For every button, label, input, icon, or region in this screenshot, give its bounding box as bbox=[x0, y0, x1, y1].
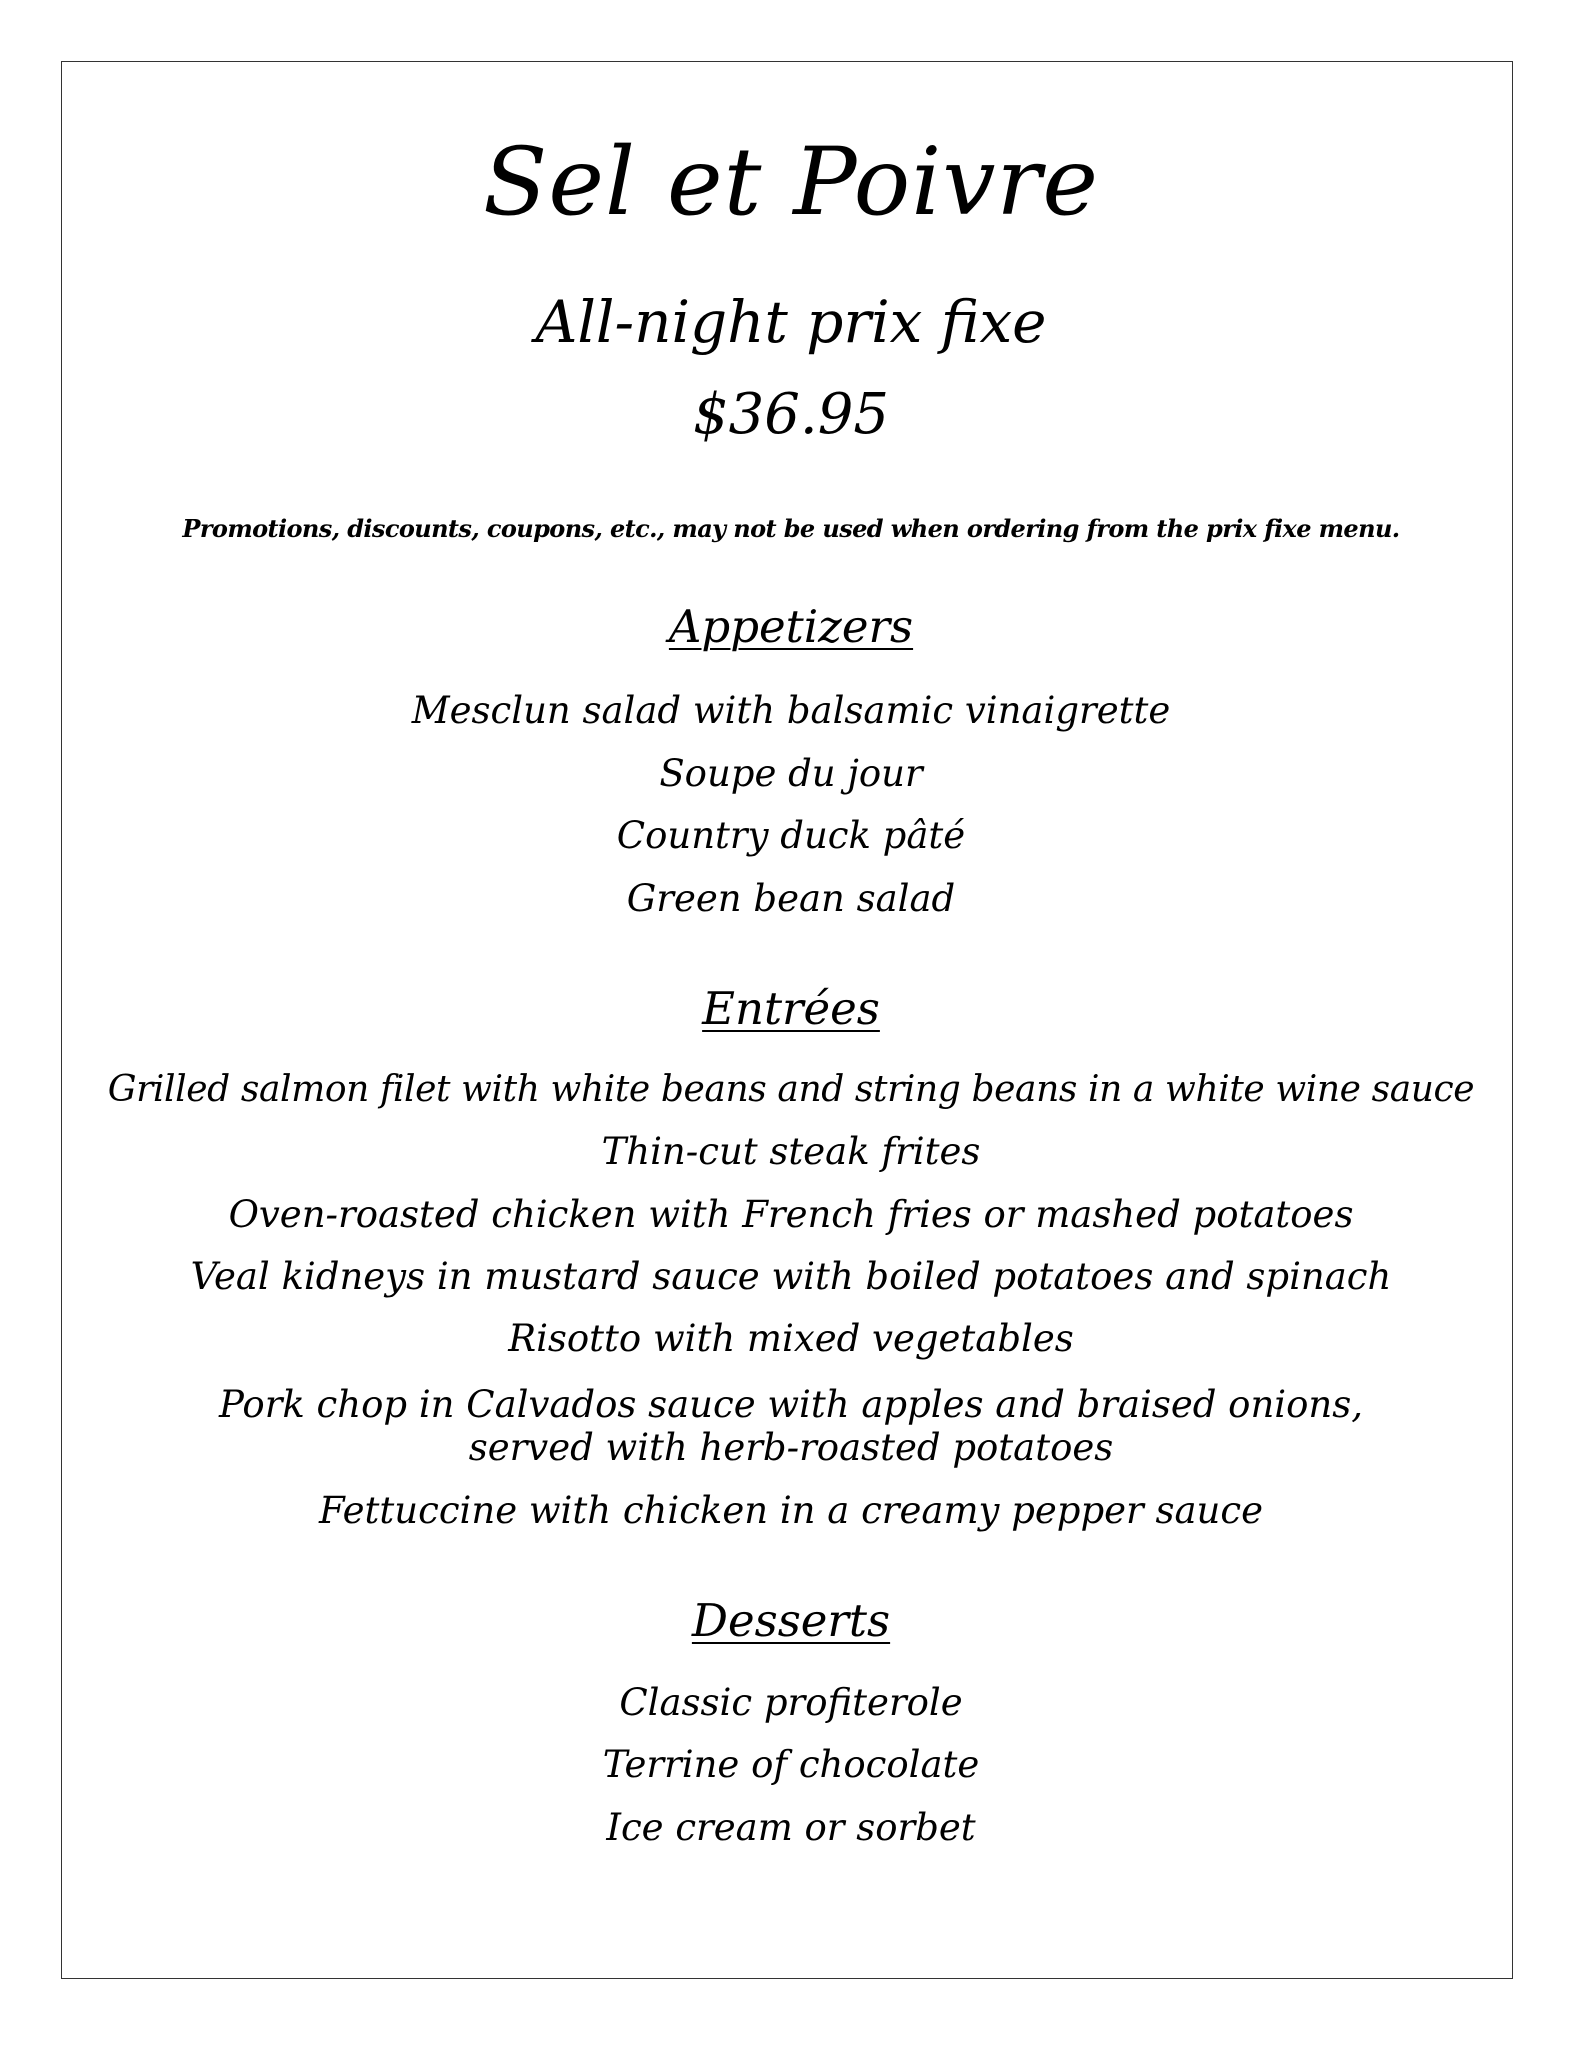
prix-fixe-label: All-night prix fixe bbox=[535, 288, 1047, 356]
menu-item: Pork chop in Calvados sauce with apples and braised onions, bbox=[219, 1383, 1363, 1426]
menu-item: Green bean salad bbox=[626, 877, 956, 920]
restaurant-name: Sel et Poivre bbox=[482, 128, 1099, 237]
disclaimer: Promotions, discounts, coupons, etc., may not be used when ordering from the prix fixe menu. bbox=[182, 514, 1400, 543]
menu-item: Soupe du jour bbox=[659, 752, 923, 795]
section-heading-entrees bbox=[0, 982, 1582, 1035]
price: $36.95 bbox=[693, 382, 889, 447]
menu-item: Grilled salmon filet with white beans and string beans in a white wine sauce bbox=[107, 1069, 1475, 1110]
menu-item: Thin-cut steak frites bbox=[601, 1130, 981, 1173]
menu-item: Terrine of chocolate bbox=[602, 1743, 980, 1786]
menu-item: Mesclun salad with balsamic vinaigrette bbox=[411, 689, 1171, 732]
menu-item: Fettuccine with chicken in a creamy pepper sauce bbox=[318, 1489, 1263, 1532]
section-heading-appetizers bbox=[0, 600, 1582, 653]
section-heading-label: Appetizers bbox=[668, 600, 914, 653]
menu-item: Country duck pâté bbox=[616, 814, 966, 857]
section-heading-label: Desserts bbox=[691, 1594, 891, 1647]
menu-item: Classic profiterole bbox=[619, 1681, 963, 1724]
menu-item: Risotto with mixed vegetables bbox=[508, 1317, 1074, 1360]
menu-item-continued: served with herb-roasted potatoes bbox=[468, 1426, 1114, 1469]
menu-item: Oven-roasted chicken with French fries or mashed potatoes bbox=[228, 1193, 1354, 1236]
section-heading-label: Entrées bbox=[702, 982, 880, 1035]
section-heading-desserts bbox=[0, 1594, 1582, 1647]
menu-item: Ice cream or sorbet bbox=[606, 1806, 976, 1849]
menu-item: Veal kidneys in mustard sauce with boiled potatoes and spinach bbox=[190, 1255, 1392, 1298]
